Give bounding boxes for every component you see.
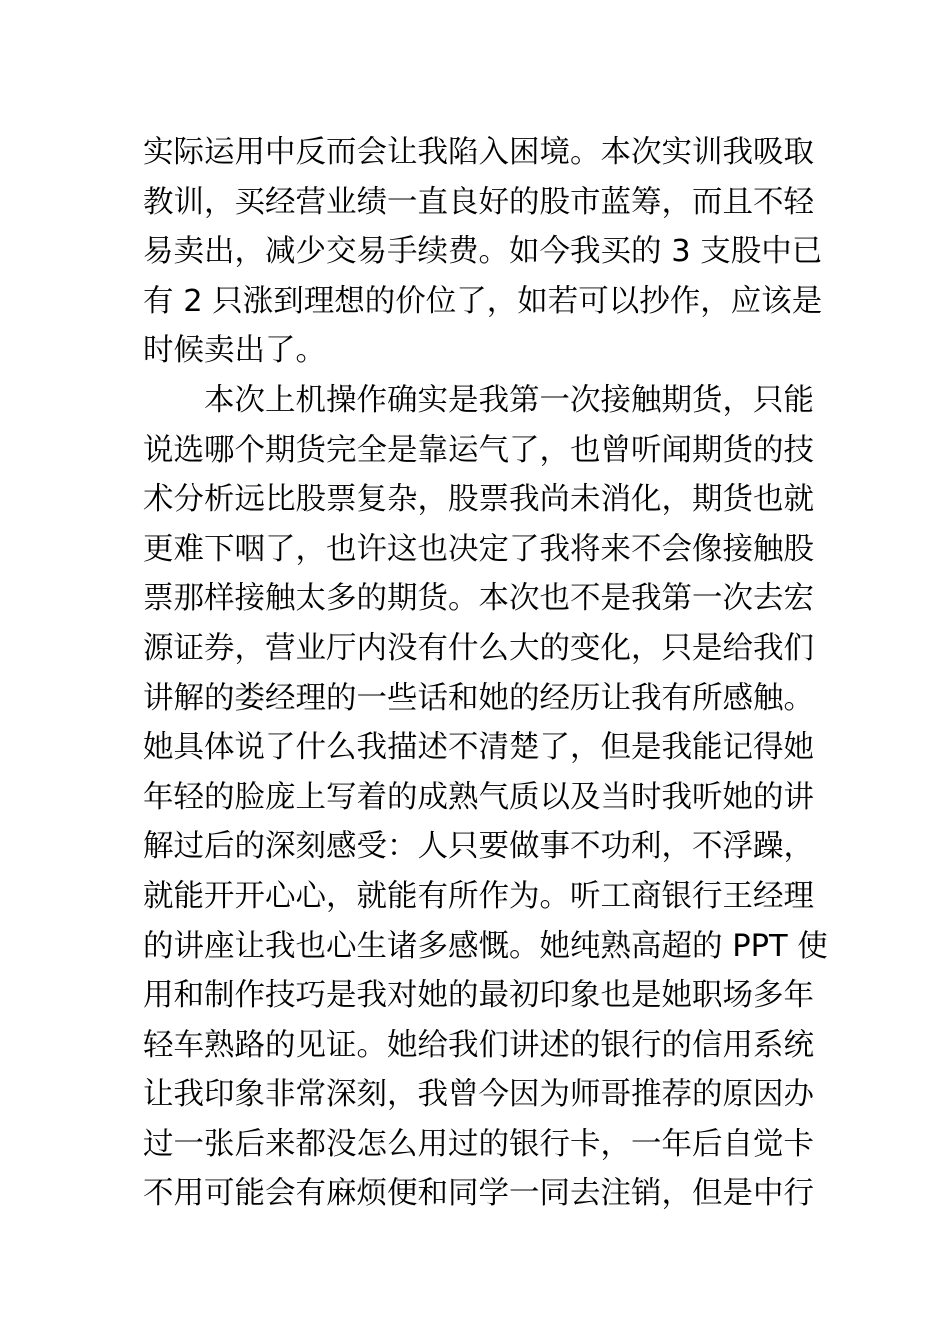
text-line: 票那样接触太多的期货。本次也不是我第一次去宏 bbox=[143, 581, 814, 617]
text-line: 本次上机操作确实是我第一次接触期货，只能 bbox=[143, 382, 814, 418]
body-text bbox=[143, 128, 828, 1219]
text-line: 让我印象非常深刻，我曾今因为师哥推荐的原因办 bbox=[143, 1077, 814, 1113]
text-line: 解过后的深刻感受：人只要做事不功利，不浮躁， bbox=[143, 829, 814, 865]
text-line: 更难下咽了，也许这也决定了我将来不会像接触股 bbox=[143, 531, 814, 567]
text-line: 用和制作技巧是我对她的最初印象也是她职场多年 bbox=[143, 978, 814, 1014]
text-line: 源证券，营业厅内没有什么大的变化，只是给我们 bbox=[143, 630, 814, 666]
text-line: 过一张后来都没怎么用过的银行卡，一年后自觉卡 bbox=[143, 1126, 814, 1162]
text-line: 的讲座让我也心生诸多感慨。她纯熟高超的 PPT 使 bbox=[143, 928, 828, 964]
text-line: 就能开开心心，就能有所作为。听工商银行王经理 bbox=[143, 878, 814, 914]
text-line: 实际运用中反而会让我陷入困境。本次实训我吸取 bbox=[143, 135, 814, 170]
text-line: 讲解的娄经理的一些话和她的经历让我有所感触。 bbox=[143, 680, 814, 716]
text-line: 她具体说了什么我描述不清楚了，但是我能记得她 bbox=[143, 730, 814, 766]
text-line: 有 2 只涨到理想的价位了，如若可以抄作，应该是 bbox=[143, 283, 823, 319]
text-line: 术分析远比股票复杂，股票我尚未消化，期货也就 bbox=[143, 482, 814, 518]
text-line: 轻车熟路的见证。她给我们讲述的银行的信用系统 bbox=[143, 1027, 814, 1063]
text-line: 不用可能会有麻烦便和同学一同去注销，但是中行 bbox=[143, 1176, 814, 1212]
text-line: 易卖出，减少交易手续费。如今我买的 3 支股中已 bbox=[143, 234, 823, 270]
text-line: 年轻的脸庞上写着的成熟气质以及当时我听她的讲 bbox=[143, 779, 814, 815]
text-line: 时候卖出了。 bbox=[143, 333, 326, 369]
text-line: 教训，买经营业绩一直良好的股市蓝筹，而且不轻 bbox=[143, 184, 814, 220]
text-line: 说选哪个期货完全是靠运气了，也曾听闻期货的技 bbox=[143, 432, 814, 468]
